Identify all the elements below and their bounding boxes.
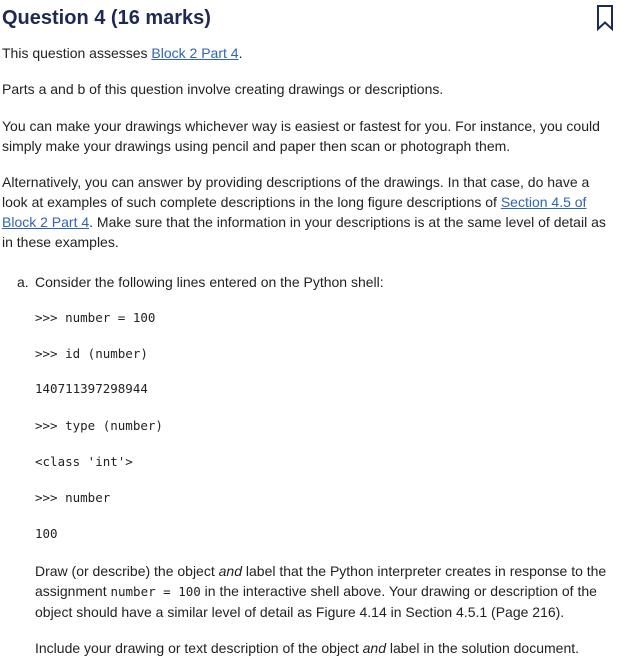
alternative-paragraph — [2, 172, 614, 252]
shell-line: >>> id (number) — [35, 346, 148, 361]
bookmark-icon[interactable] — [594, 4, 616, 32]
alternative-text: Alternatively, you can answer by providing descriptions of the drawings. In that case, do have a look at examples of such complete descriptions in the long figure descriptions of — [2, 174, 590, 210]
draw-instruction: Draw (or describe) the object and label that the Python interpreter creates in response to the assignment number = 100 in the interactive shell above. Your drawing or description of the object should have a similar level of detail as Figure 4.14 in Section 4.5.1 (Page 216). — [35, 563, 607, 620]
drawing-method-paragraph: You can make your drawings whichever way is easiest or fastest for you. For instance, you could simply make your drawings using pencil and paper then scan or photograph them. — [2, 118, 600, 154]
shell-line: >>> number = 100 — [35, 310, 156, 325]
parts-paragraph: Parts a and b of this question involve creating drawings or descriptions. — [2, 81, 444, 97]
intro-paragraph — [2, 43, 614, 63]
include-instruction: Include your drawing or text description of the object and label in the solution document. — [35, 640, 580, 656]
shell-line: >>> type (number) — [35, 418, 163, 433]
question-title: Question 4 (16 marks) — [2, 7, 211, 29]
shell-output: <class 'int'> — [35, 454, 133, 469]
part-a-lead: Consider the following lines entered on the Python shell: — [35, 274, 384, 290]
question-header — [2, 5, 617, 31]
shell-line: >>> number — [35, 490, 111, 505]
intro-suffix: . — [238, 45, 243, 61]
shell-output: 100 — [35, 526, 58, 541]
shell-output: 140711397298944 — [35, 381, 148, 396]
intro-text: This question assesses — [2, 45, 152, 61]
alternative-text-end: . Make sure that the information in your descriptions is at the same level of detail as in these examples. — [2, 214, 606, 250]
block-2-part-4-link[interactable]: Block 2 Part 4 — [151, 45, 239, 61]
section-4-5-link[interactable]: Section 4.5 of Block 2 Part 4 — [2, 194, 587, 230]
inline-code: number = 100 — [110, 584, 201, 599]
part-a-marker: a. — [17, 274, 29, 290]
